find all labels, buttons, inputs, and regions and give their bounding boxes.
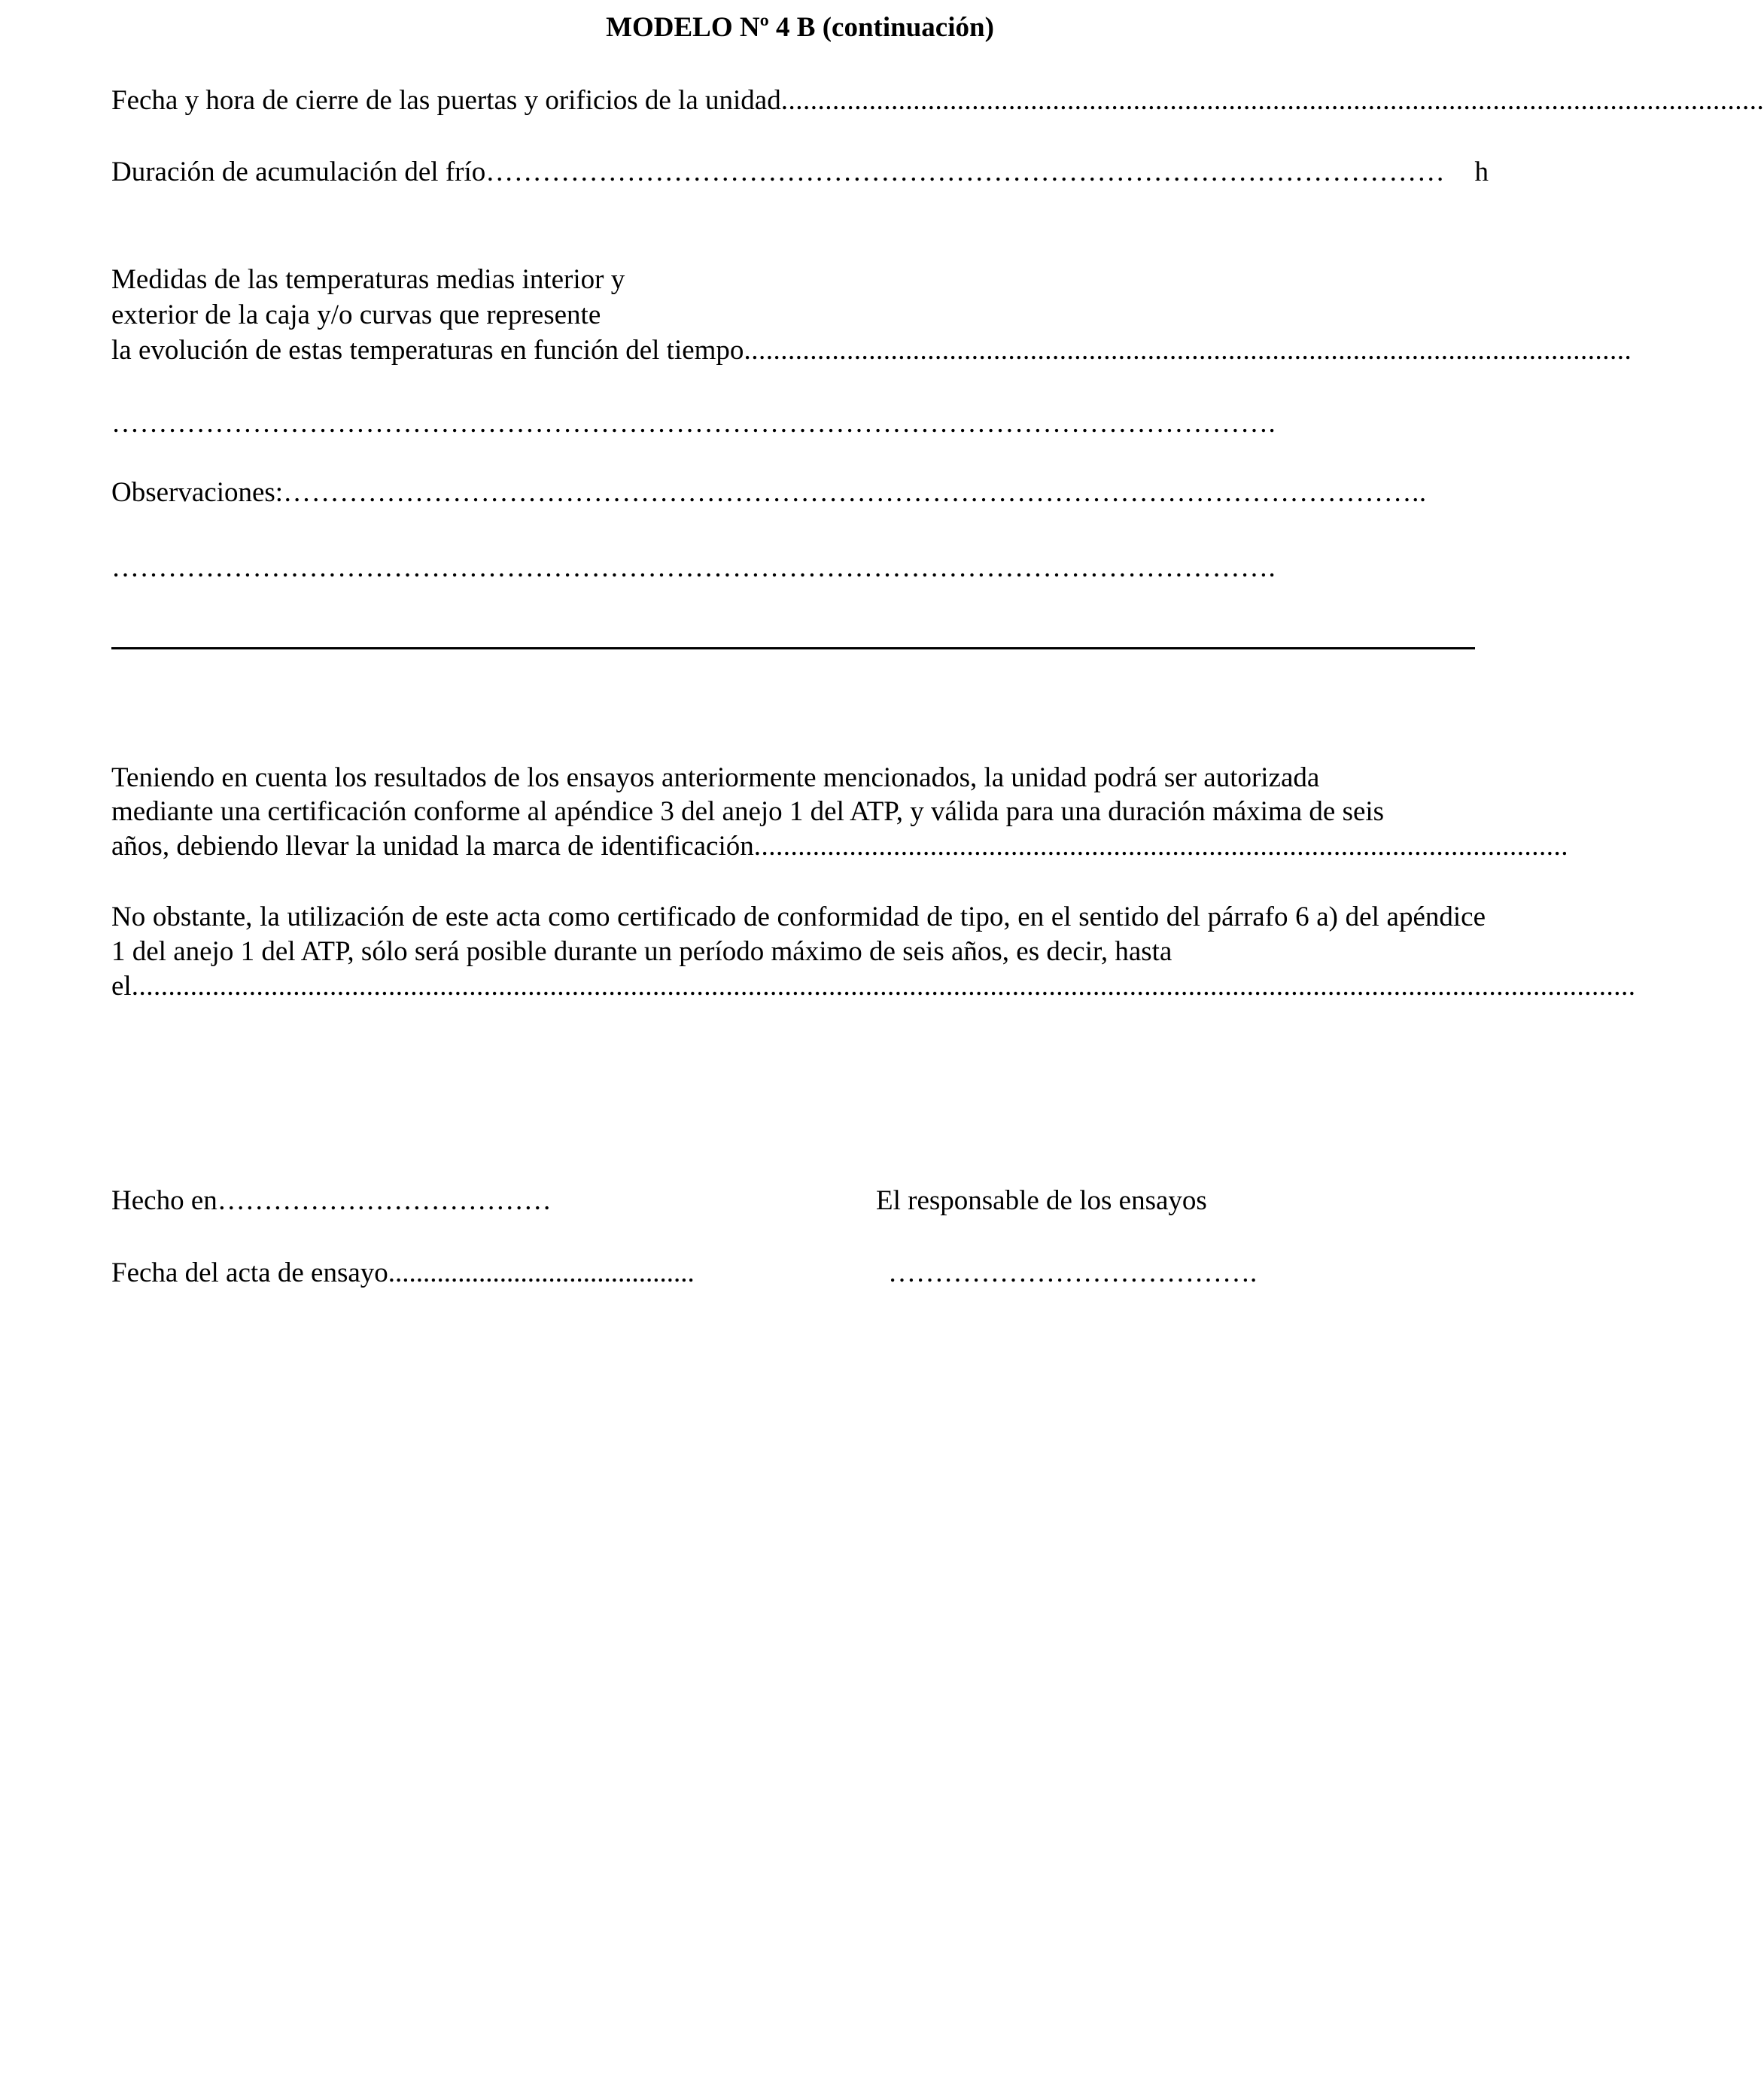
paragraph2 bbox=[111, 900, 1486, 969]
observations-continuation-field[interactable] bbox=[111, 551, 1489, 585]
observations-continuation-dots[interactable]: ……………………………………………………………………………………………………………. bbox=[111, 552, 1276, 583]
closing-date-field[interactable] bbox=[111, 84, 1764, 118]
section-divider bbox=[111, 647, 1475, 649]
paragraph2-text: No obstante, la utilización de este acta como certificado de conformidad de tipo, en el sentido del párrafo 6 a) del apéndice 1 del anejo 1 del ATP, sólo será posible durante un período máximo de seis años, es decir, hasta bbox=[111, 902, 1486, 967]
cold-duration-label: Duración de acumulación del frío bbox=[111, 157, 486, 187]
validity-date-dots[interactable]: ............................................................................................................................................................................................................. bbox=[131, 971, 1636, 1002]
observations-label: Observaciones: bbox=[111, 477, 284, 508]
measures-dots[interactable]: ......................................................................................................................... bbox=[744, 335, 1632, 366]
observations-dots[interactable]: ………………………………………………………………………………………………………….. bbox=[283, 477, 1427, 508]
cold-duration-field[interactable] bbox=[111, 155, 1489, 190]
measures-field[interactable] bbox=[111, 333, 1632, 368]
observations-field[interactable] bbox=[111, 476, 1489, 510]
responsible-label: El responsable de los ensayos bbox=[876, 1185, 1207, 1216]
paragraph1-line-1: Teniendo en cuenta los resultados de los ensayos anteriormente mencionados, la unidad podrá ser autorizada bbox=[111, 762, 1320, 793]
cold-duration-unit: h bbox=[1474, 157, 1489, 187]
identification-mark-field[interactable] bbox=[111, 829, 1568, 864]
paragraph1-line-3: años, debiendo llevar la unidad la marca de identificación bbox=[111, 831, 754, 862]
closing-date-dots[interactable]: ...................................................................................................................................... bbox=[780, 85, 1764, 116]
report-date-field[interactable]: Fecha del acta de ensayo............................................ bbox=[111, 1257, 695, 1288]
validity-date-field[interactable] bbox=[111, 969, 1636, 1004]
closing-date-label: Fecha y hora de cierre de las puertas y orificios de la unidad bbox=[111, 85, 781, 116]
page-title: MODELO Nº 4 B (continuación) bbox=[606, 12, 994, 43]
paragraph1-line-2: mediante una certificación conforme al apéndice 3 del anejo 1 del ATP, y válida para una duración máxima de seis bbox=[111, 796, 1385, 827]
validity-date-label: el bbox=[111, 971, 132, 1002]
measures-label-line-1: Medidas de las temperaturas medias interior y bbox=[111, 264, 625, 295]
place-field[interactable]: Hecho en……………………………… bbox=[111, 1185, 552, 1216]
identification-mark-dots[interactable]: ............................................................................................................... bbox=[753, 831, 1568, 862]
signature-line[interactable]: …………………………………. bbox=[888, 1257, 1258, 1288]
cold-duration-dots[interactable]: ………………………………………………………………………………………… bbox=[485, 157, 1446, 187]
measures-label-line-2: exterior de la caja y/o curvas que represente bbox=[111, 300, 601, 330]
measures-label-line-3: la evolución de estas temperaturas en función del tiempo bbox=[111, 335, 744, 366]
measures-continuation-dots[interactable]: ……………………………………………………………………………………………………………. bbox=[111, 408, 1276, 439]
measures-continuation-field[interactable] bbox=[111, 406, 1489, 441]
